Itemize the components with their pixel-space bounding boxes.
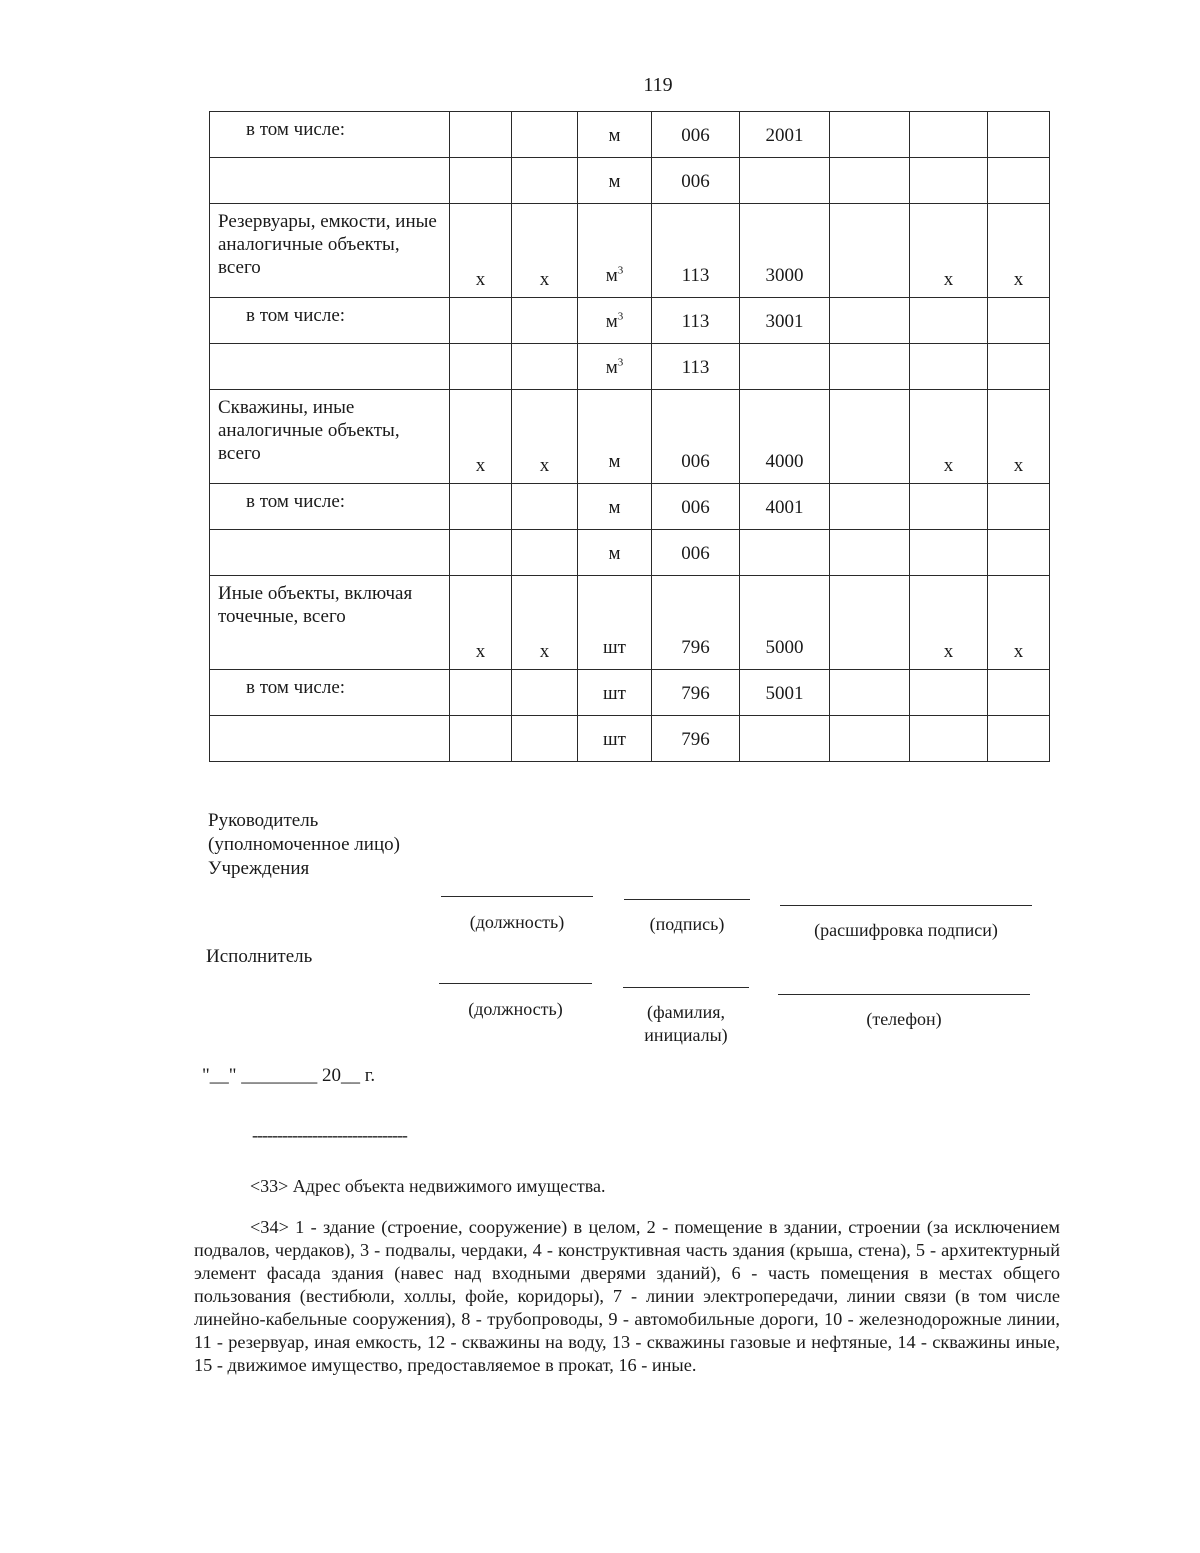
exec-position-line bbox=[439, 983, 592, 984]
unit-cell bbox=[578, 716, 652, 762]
value-cell bbox=[830, 112, 910, 158]
okei-code-cell: 006 bbox=[652, 390, 740, 484]
value-cell: х bbox=[450, 390, 512, 484]
row-name-cell bbox=[210, 716, 450, 762]
row-name-cell: Иные объекты, включая точечные, всего bbox=[210, 576, 450, 670]
unit-superscript: 3 bbox=[617, 356, 624, 369]
executor-label: Исполнитель bbox=[206, 946, 313, 967]
row-name-cell bbox=[210, 530, 450, 576]
table-row bbox=[210, 670, 1050, 716]
page-number: 119 bbox=[643, 74, 673, 96]
unit-cell bbox=[578, 344, 652, 390]
table-row bbox=[210, 158, 1050, 204]
value-cell bbox=[450, 112, 512, 158]
footnote-34: <34> 1 - здание (строение, сооружение) в целом, 2 - помещение в здании, строении (за исключением подвалов, чердаков), 3 - подвалы, чердаки, 4 - конструктивная часть здания (крыша, стена), 5 - архитектурный элемент фасада здания (навес над входными дверями зданий), 6 - часть помещения в местах общего пользования (вестибюли, холлы, фойе, коридоры), 7 - линии электропередачи, линии связи (в том числе линейно-кабельные сооружения), 8 - трубопроводы, 9 - автомобильные дороги, 10 - железнодорожные линии, 11 - резервуар, иная емкость, 12 - скважины на воду, 13 - скважины газовые и нефтяные, 14 - скважины иные, 15 - движимое имущество, предоставляемое в прокат, 16 - иные. bbox=[194, 1217, 1060, 1375]
value-cell bbox=[830, 344, 910, 390]
exec-phone-line bbox=[778, 994, 1030, 995]
value-cell bbox=[988, 298, 1050, 344]
table-row bbox=[210, 530, 1050, 576]
value-cell bbox=[830, 484, 910, 530]
value-cell bbox=[910, 530, 988, 576]
value-cell: х bbox=[512, 576, 578, 670]
row-name-cell bbox=[210, 158, 450, 204]
unit-text: м bbox=[608, 543, 621, 564]
unit-cell bbox=[578, 204, 652, 298]
value-cell bbox=[910, 344, 988, 390]
value-cell bbox=[512, 670, 578, 716]
value-cell bbox=[988, 112, 1050, 158]
row-name-cell: Скважины, иные аналогичные объекты, всего bbox=[210, 390, 450, 484]
value-cell bbox=[830, 298, 910, 344]
line-code-cell: 4000 bbox=[740, 390, 830, 484]
line-code-cell bbox=[740, 158, 830, 204]
value-cell bbox=[830, 390, 910, 484]
value-cell: х bbox=[988, 390, 1050, 484]
okei-code-cell: 006 bbox=[652, 158, 740, 204]
line-code-cell: 5000 bbox=[740, 576, 830, 670]
head-position-line bbox=[441, 896, 593, 897]
line-code-cell: 3000 bbox=[740, 204, 830, 298]
okei-code-cell: 796 bbox=[652, 576, 740, 670]
row-name-cell: в том числе: bbox=[210, 298, 450, 344]
line-code-cell: 2001 bbox=[740, 112, 830, 158]
row-name-cell: в том числе: bbox=[210, 670, 450, 716]
row-name-cell: в том числе: bbox=[210, 112, 450, 158]
value-cell: х bbox=[988, 204, 1050, 298]
value-cell: х bbox=[450, 576, 512, 670]
value-cell: х bbox=[910, 204, 988, 298]
value-cell bbox=[512, 158, 578, 204]
table-row bbox=[210, 576, 1050, 670]
value-cell bbox=[450, 484, 512, 530]
unit-cell bbox=[578, 112, 652, 158]
exec-position-caption: (должность) bbox=[468, 999, 563, 1019]
date-line: "__" ________ 20__ г. bbox=[202, 1065, 376, 1086]
value-cell bbox=[450, 344, 512, 390]
value-cell bbox=[910, 670, 988, 716]
line-code-cell bbox=[740, 716, 830, 762]
head-label-line-1: Руководитель bbox=[208, 810, 319, 831]
head-signature-caption: (подпись) bbox=[649, 914, 725, 934]
value-cell bbox=[450, 298, 512, 344]
value-cell bbox=[910, 298, 988, 344]
table-row bbox=[210, 484, 1050, 530]
value-cell bbox=[910, 158, 988, 204]
okei-code-cell: 006 bbox=[652, 112, 740, 158]
value-cell bbox=[450, 158, 512, 204]
exec-name-caption-line-1: (фамилия, bbox=[646, 1002, 726, 1022]
value-cell: х bbox=[512, 390, 578, 484]
footnote-33: <33> Адрес объекта недвижимого имущества. bbox=[250, 1176, 606, 1196]
unit-cell bbox=[578, 530, 652, 576]
value-cell bbox=[988, 158, 1050, 204]
value-cell bbox=[450, 716, 512, 762]
unit-text: м bbox=[608, 125, 621, 146]
value-cell bbox=[512, 716, 578, 762]
line-code-cell: 4001 bbox=[740, 484, 830, 530]
head-decoding-caption: (расшифровка подписи) bbox=[814, 920, 998, 940]
value-cell: х bbox=[988, 576, 1050, 670]
row-name-cell bbox=[210, 344, 450, 390]
unit-cell bbox=[578, 298, 652, 344]
unit-text: м bbox=[605, 311, 618, 332]
value-cell bbox=[910, 484, 988, 530]
unit-text: м bbox=[605, 357, 618, 378]
exec-name-caption bbox=[623, 1001, 749, 1047]
head-signature-line bbox=[624, 899, 750, 900]
unit-text: м bbox=[608, 497, 621, 518]
table-row bbox=[210, 112, 1050, 158]
value-cell bbox=[830, 670, 910, 716]
okei-code-cell: 113 bbox=[652, 344, 740, 390]
value-cell bbox=[910, 112, 988, 158]
property-table bbox=[209, 111, 1050, 762]
unit-cell bbox=[578, 484, 652, 530]
line-code-cell: 5001 bbox=[740, 670, 830, 716]
table-row bbox=[210, 390, 1050, 484]
value-cell: х bbox=[910, 390, 988, 484]
head-label bbox=[208, 809, 400, 881]
unit-superscript: 3 bbox=[617, 264, 624, 277]
okei-code-cell: 006 bbox=[652, 484, 740, 530]
exec-name-line bbox=[623, 987, 749, 988]
value-cell bbox=[830, 158, 910, 204]
value-cell bbox=[988, 670, 1050, 716]
value-cell: х bbox=[512, 204, 578, 298]
value-cell bbox=[988, 716, 1050, 762]
unit-cell bbox=[578, 390, 652, 484]
okei-code-cell: 113 bbox=[652, 204, 740, 298]
table-row bbox=[210, 716, 1050, 762]
okei-code-cell: 006 bbox=[652, 530, 740, 576]
head-label-line-2: (уполномоченное лицо) bbox=[208, 834, 400, 855]
value-cell bbox=[450, 670, 512, 716]
table-body bbox=[210, 112, 1050, 762]
value-cell bbox=[830, 716, 910, 762]
unit-text: м bbox=[608, 451, 621, 472]
unit-cell bbox=[578, 158, 652, 204]
row-name-cell: Резервуары, емкости, иные аналогичные объекты, всего bbox=[210, 204, 450, 298]
unit-text: м bbox=[608, 171, 621, 192]
exec-name-caption-line-2: инициалы) bbox=[644, 1025, 728, 1045]
head-label-line-3: Учреждения bbox=[208, 858, 310, 879]
head-position-caption: (должность) bbox=[469, 912, 565, 932]
unit-cell bbox=[578, 576, 652, 670]
unit-text: шт bbox=[603, 683, 626, 704]
head-decoding-line bbox=[780, 905, 1032, 906]
line-code-cell bbox=[740, 344, 830, 390]
value-cell: х bbox=[910, 576, 988, 670]
unit-cell bbox=[578, 670, 652, 716]
okei-code-cell: 113 bbox=[652, 298, 740, 344]
table-row bbox=[210, 204, 1050, 298]
unit-text: м bbox=[605, 265, 618, 286]
footnote-separator: ------------------------------- bbox=[252, 1125, 407, 1145]
value-cell: х bbox=[450, 204, 512, 298]
exec-phone-caption: (телефон) bbox=[866, 1009, 942, 1029]
value-cell bbox=[512, 112, 578, 158]
table-row bbox=[210, 344, 1050, 390]
unit-text: шт bbox=[603, 637, 626, 658]
value-cell bbox=[988, 530, 1050, 576]
line-code-cell bbox=[740, 530, 830, 576]
okei-code-cell: 796 bbox=[652, 716, 740, 762]
value-cell bbox=[830, 576, 910, 670]
value-cell bbox=[988, 344, 1050, 390]
value-cell bbox=[830, 530, 910, 576]
unit-superscript: 3 bbox=[617, 310, 624, 323]
value-cell bbox=[512, 344, 578, 390]
table-row bbox=[210, 298, 1050, 344]
value-cell bbox=[450, 530, 512, 576]
value-cell bbox=[910, 716, 988, 762]
row-name-cell: в том числе: bbox=[210, 484, 450, 530]
value-cell bbox=[830, 204, 910, 298]
value-cell bbox=[512, 530, 578, 576]
value-cell bbox=[512, 298, 578, 344]
value-cell bbox=[512, 484, 578, 530]
line-code-cell: 3001 bbox=[740, 298, 830, 344]
value-cell bbox=[988, 484, 1050, 530]
okei-code-cell: 796 bbox=[652, 670, 740, 716]
unit-text: шт bbox=[603, 729, 626, 750]
